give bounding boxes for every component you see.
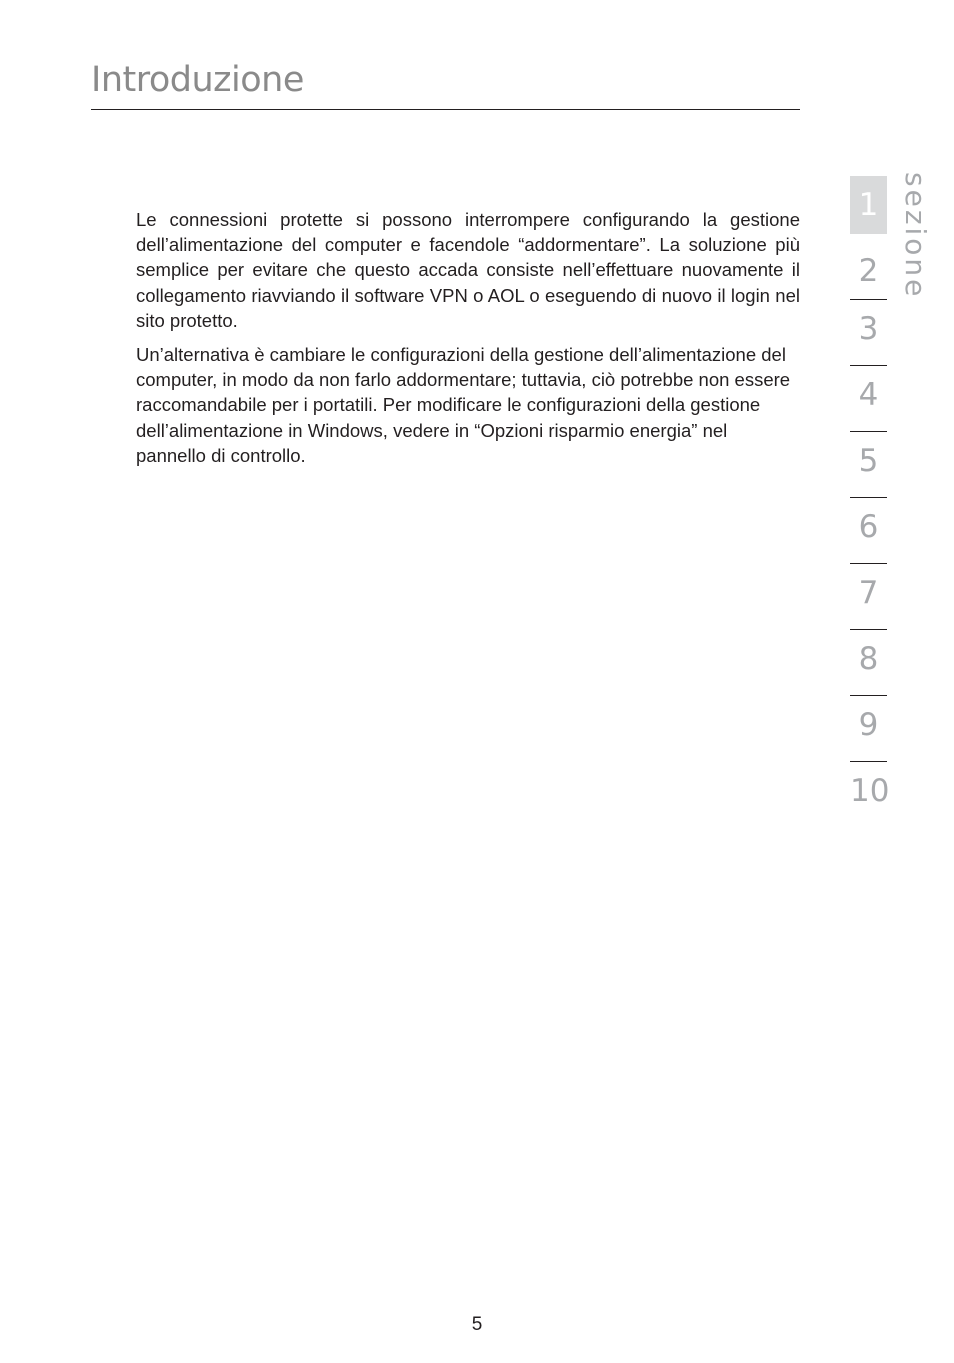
section-tab-10[interactable] [850, 762, 890, 828]
section-tab-label: 9 [858, 707, 879, 743]
section-tab-label: 10 [850, 773, 890, 809]
section-tab-4[interactable] [850, 366, 887, 432]
section-tab-label: 2 [858, 253, 879, 289]
paragraph-1: Le connessioni protette si possono interrompere configurando la gestione dell’alimentazione del computer e facendole “addormentare”. La soluzione più semplice per evitare che questo accada consiste nell’effettuare nuovamente il collegamento riavviando il software VPN o AOL o eseguendo di nuovo il login nel sito protetto. [136, 209, 800, 331]
page-title: Introduzione [91, 60, 304, 100]
paragraph-2: Un’alternativa è cambiare le configurazioni della gestione dell’alimentazione del computer, in modo da non farlo addormentare; tuttavia, ciò potrebbe non essere raccomandabile per i portatili. Per modificare le configurazioni della gestione dell’alimentazione in Windows, vedere in “Opzioni risparmio energia” nel pannello di controllo. [136, 344, 791, 466]
section-tab-7[interactable] [850, 564, 887, 630]
section-tab-9[interactable] [850, 696, 887, 762]
body-content [136, 207, 800, 477]
section-tab-3[interactable] [850, 300, 887, 366]
section-tab-8[interactable] [850, 630, 887, 696]
section-tab-5[interactable] [850, 432, 887, 498]
section-tab-label: 1 [858, 187, 879, 223]
section-nav [850, 176, 890, 828]
section-tab-2[interactable] [850, 234, 887, 300]
section-tab-label: 3 [858, 311, 879, 347]
section-tab-label: 7 [858, 575, 879, 611]
section-tab-label: 5 [858, 443, 879, 479]
header-divider [91, 109, 800, 110]
section-label: sezione [899, 172, 932, 300]
section-tab-1[interactable] [850, 176, 887, 234]
page-number: 5 [471, 1314, 483, 1335]
section-tab-label: 8 [858, 641, 879, 677]
section-tab-label: 6 [858, 509, 879, 545]
section-tab-label: 4 [858, 377, 879, 413]
section-tab-6[interactable] [850, 498, 887, 564]
